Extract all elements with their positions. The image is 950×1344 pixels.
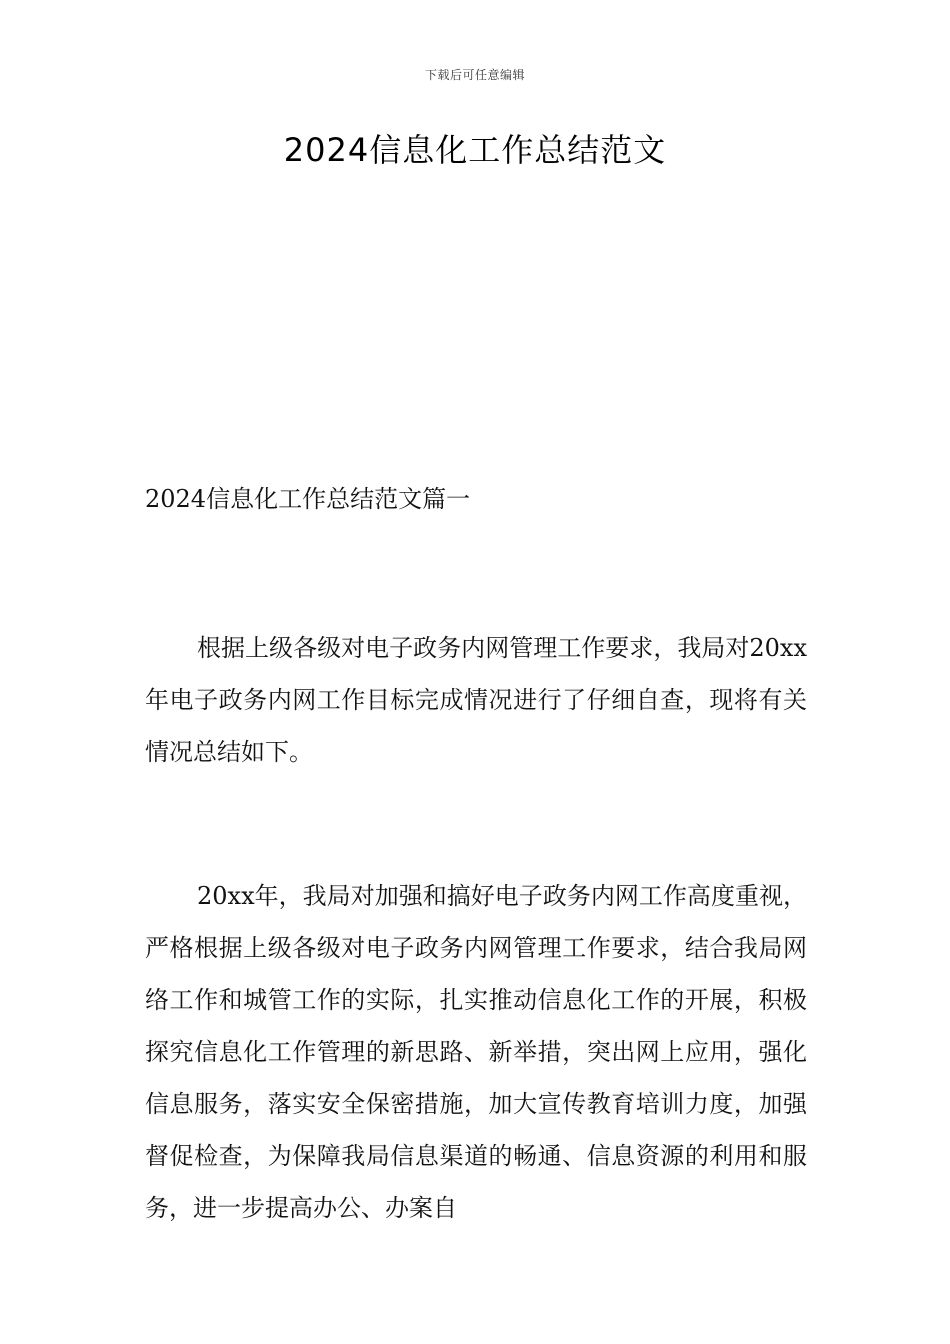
section-heading: 2024信息化工作总结范文篇一: [145, 485, 471, 513]
header-note: 下载后可任意编辑: [424, 68, 525, 82]
document-title: 2024信息化工作总结范文: [283, 131, 667, 169]
body-paragraph: 根据上级各级对电子政务内网管理工作要求，我局对20xx年电子政务内网工作目标完成情况进行了仔细自查，现将有关情况总结如下。: [145, 634, 807, 766]
body-paragraph: 20xx年，我局对加强和搞好电子政务内网工作高度重视，严格根据上级各级对电子政务内网管理工作要求，结合我局网络工作和城管工作的实际，扎实推动信息化工作的开展，积极探究信息化工作管理的新思路、新举措，突出网上应用，强化信息服务，落实安全保密措施，加大宣传教育培训力度，加强督促检查，为保障我局信息渠道的畅通、信息资源的利用和服务，进一步提高办公、办案自: [145, 882, 807, 1222]
